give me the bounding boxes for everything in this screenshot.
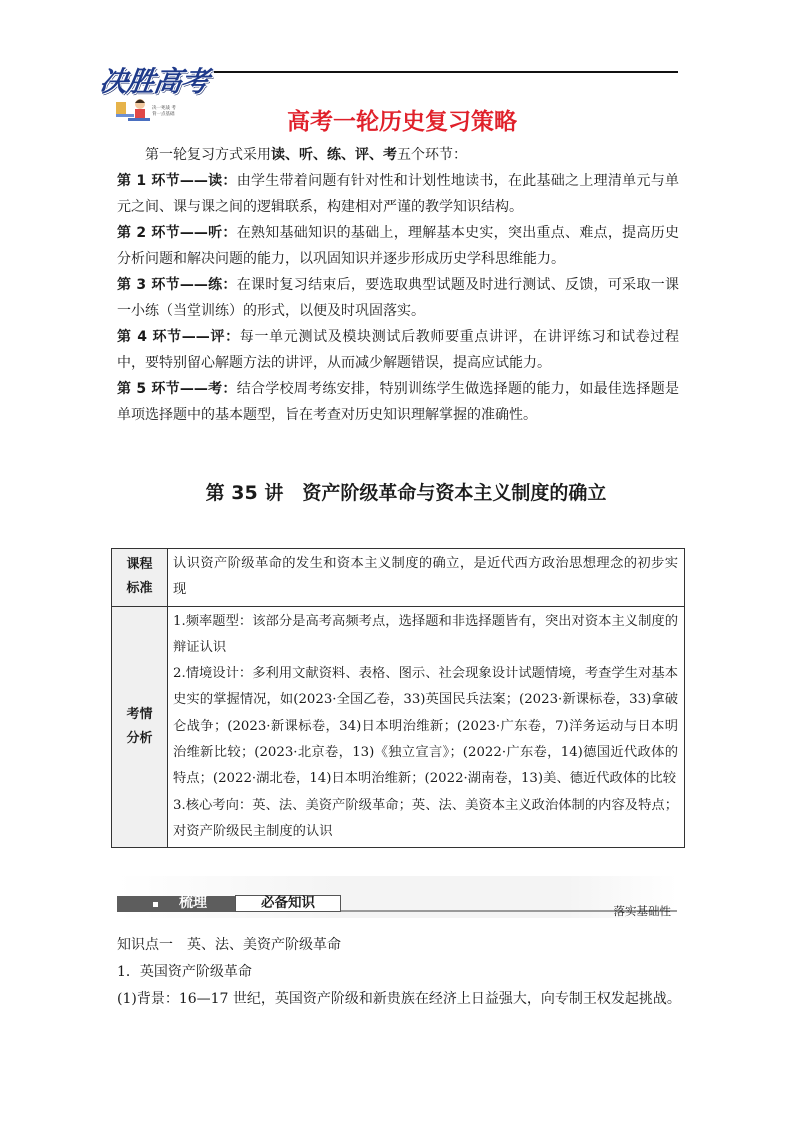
step-2: [117, 220, 679, 272]
section-box: 必备知识: [235, 895, 341, 912]
step-text: 由学生带着问题有针对性和计划性地读书，在此基础之上理清单元与单元之间、课与课之间的逻辑联系，构建相对严谨的教学知识结构。: [117, 173, 679, 215]
step-label: 第 4 环节——评：: [117, 329, 240, 345]
step-label: 第 5 环节——考：: [117, 381, 237, 397]
step-text: 结合学校周考练安排，特别训练学生做选择题的能力，如最佳选择题是单项选择题中的基本题型，旨在考查对历史知识理解掌握的准确性。: [117, 381, 679, 423]
logo-small-text: 决一死战 考 背一点基础: [152, 106, 176, 117]
analysis-item: 3.核心考向：英、法、美资产阶级革命；英、法、美资本主义政治体制的内容及特点；对资产阶级民主制度的认识: [173, 797, 678, 839]
header-rule: [214, 71, 678, 73]
row-label-analysis: 考情 分析: [112, 606, 168, 848]
analysis-content: [168, 606, 685, 848]
knowledge-point-title: 知识点一 英、法、美资产阶级革命: [117, 937, 341, 953]
lecture-title: 第 35 讲 资产阶级革命与资本主义制度的确立: [205, 482, 607, 504]
step-label: 第 2 环节——听：: [117, 225, 237, 241]
row-label-standard: 课程 标准: [112, 549, 168, 607]
page-title: 高考一轮历史复习策略: [287, 109, 517, 135]
curriculum-table: [111, 548, 685, 848]
table-row: [112, 606, 685, 848]
step-5: [117, 376, 679, 428]
logo-text: 决胜高考: [97, 65, 211, 98]
section-label: 梳理: [179, 895, 207, 911]
knowledge-background: (1)背景：16—17 世纪，英国资产阶级和新贵族在经济上日益强大，向专制王权发起挑战。: [117, 991, 681, 1007]
step-3: [117, 272, 679, 324]
step-text: 在熟知基础知识的基础上，理解基本史实，突出重点、难点，提高历史分析问题和解决问题的能力，以巩固知识并逐步形成历史学科思维能力。: [117, 225, 679, 267]
section-header-bar: [117, 876, 677, 918]
step-4: [117, 324, 679, 376]
intro-paragraph: 第一轮复习方式采用读、听、练、评、考五个环节：: [145, 147, 467, 163]
step-text: 在课时复习结束后，要选取典型试题及时进行测试、反馈，可采取一课一小练（当堂训练）的形式，以便及时巩固落实。: [117, 277, 679, 319]
analysis-item: 1.频率题型：该部分是高考高频考点，选择题和非选择题皆有，突出对资本主义制度的辩证认识: [173, 613, 678, 655]
bullet-icon: [153, 902, 158, 907]
section-right-label: 落实基础性: [613, 904, 671, 918]
table-row: [112, 549, 685, 607]
step-1: [117, 168, 679, 220]
step-text: 每一单元测试及模块测试后教师要重点讲评，在讲评练习和试卷过程中，要特别留心解题方法的讲评，从而减少解题错误，提高应试能力。: [117, 329, 679, 371]
step-label: 第 1 环节——读：: [117, 173, 237, 189]
knowledge-subheading: 1．英国资产阶级革命: [117, 964, 252, 980]
analysis-item: 2.情境设计：多利用文献资料、表格、图示、社会现象设计试题情境，考查学生对基本史实的掌握情况，如(2023·全国乙卷，33)英国民兵法案；(2023·新课标卷，33)拿破仑战争；(2023·新课标卷，34)日本明治维新；(2023·广东卷，7)洋务运动与日本明治维新比较；(2023·北京卷，13)《独立宣言》；(2022·广东卷，14)德国近代政体的特点；(2022·湖北卷，14)日本明治维新；(2022·湖南卷，13)美、德近代政体的比较: [173, 666, 678, 787]
standard-content: 认识资产阶级革命的发生和资本主义制度的确立，是近代西方政治思想理念的初步实现: [168, 549, 685, 607]
step-label: 第 3 环节——练：: [117, 277, 237, 293]
